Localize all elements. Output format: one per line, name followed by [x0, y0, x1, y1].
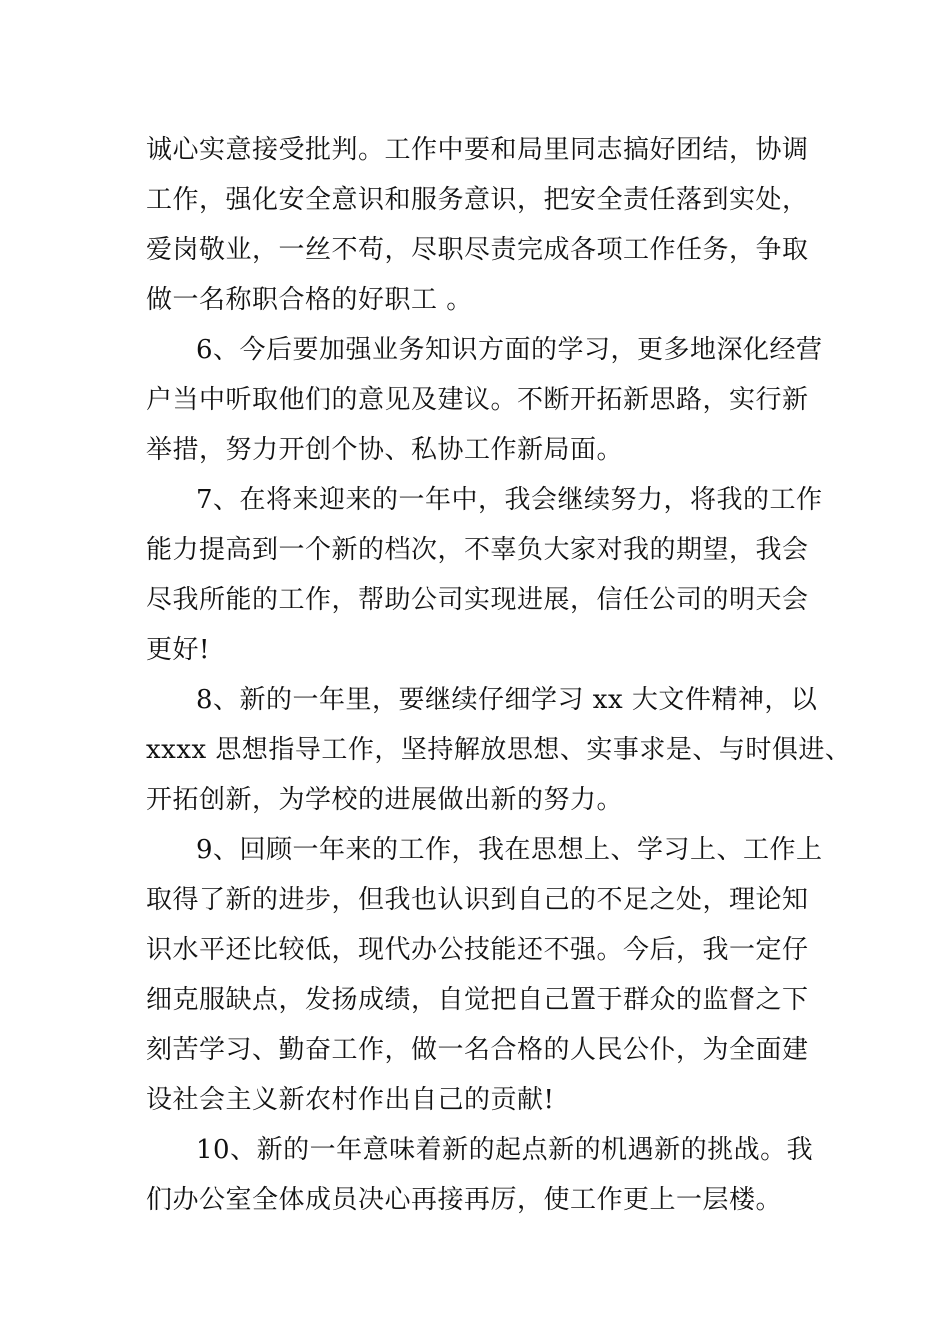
text-line: 开拓创新，为学校的进展做出新的努力。	[146, 785, 624, 815]
paragraph-7-start: 7、在将来迎来的一年中，我会继续努力，将我的工作	[196, 485, 823, 515]
text-line: 更好!	[146, 635, 210, 665]
text-line: 尽我所能的工作，帮助公司实现进展，信任公司的明天会	[146, 585, 809, 615]
text-line: xxxx 思想指导工作，坚持解放思想、实事求是、与时俱进、	[146, 735, 852, 765]
paragraph-8-start: 8、新的一年里，要继续仔细学习 xx 大文件精神，以	[196, 685, 818, 715]
text-line: 户当中听取他们的意见及建议。不断开拓新思路，实行新	[146, 385, 809, 415]
text-line: 爱岗敬业，一丝不苟，尽职尽责完成各项工作任务，争取	[146, 235, 809, 265]
text-line: 细克服缺点，发扬成绩，自觉把自己置于群众的监督之下	[146, 985, 809, 1015]
text-line: 识水平还比较低，现代办公技能还不强。今后，我一定仔	[146, 935, 809, 965]
paragraph-10-start: 10、新的一年意味着新的起点新的机遇新的挑战。我	[196, 1135, 814, 1165]
text-line: 诚心实意接受批判。工作中要和局里同志搞好团结，协调	[146, 135, 809, 165]
paragraph-6-start: 6、今后要加强业务知识方面的学习，更多地深化经营	[196, 335, 823, 365]
text-line: 举措，努力开创个协、私协工作新局面。	[146, 435, 624, 465]
text-line: 们办公室全体成员决心再接再厉，使工作更上一层楼。	[146, 1185, 783, 1215]
text-line: 做一名称职合格的好职工 。	[146, 285, 473, 315]
text-line: 能力提高到一个新的档次，不辜负大家对我的期望，我会	[146, 535, 809, 565]
text-line: 设社会主义新农村作出自己的贡献!	[146, 1085, 555, 1115]
text-line: 取得了新的进步，但我也认识到自己的不足之处，理论知	[146, 885, 809, 915]
text-line: 刻苦学习、勤奋工作，做一名合格的人民公仆，为全面建	[146, 1035, 809, 1065]
paragraph-9-start: 9、回顾一年来的工作，我在思想上、学习上、工作上	[196, 835, 823, 865]
text-line: 工作，强化安全意识和服务意识，把安全责任落到实处，	[146, 185, 809, 215]
